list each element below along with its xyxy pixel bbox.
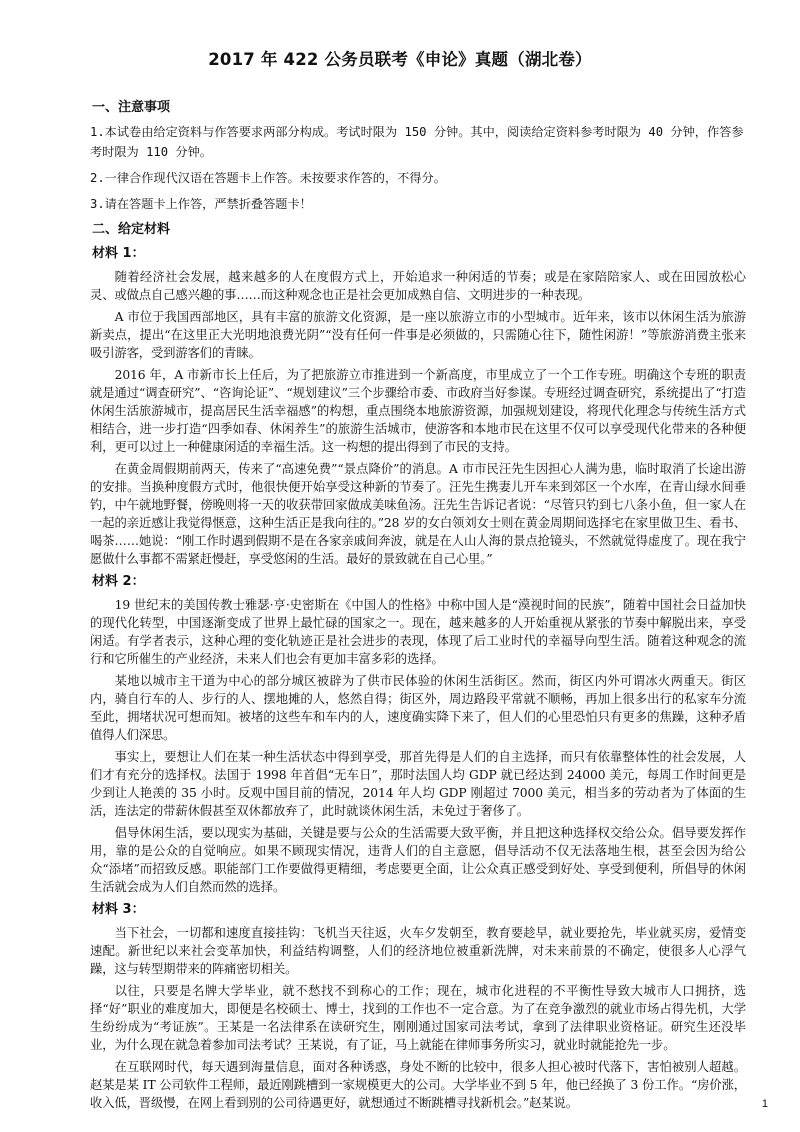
material-paragraph: A 市位于我国西部地区，具有丰富的旅游文化资源，是一座以旅游立市的小型城市。近年来，该市以休闲生活为旅游新卖点，提出“在这里正大光明地浪费光阴”“没有任何一件事是必须做的，只需随心往下，随性闲游！”等旅游消费主张来吸引游客，受到游客们的青睐。 xyxy=(90,310,746,360)
page-title: 2017 年 422 公务员联考《申论》真题（湖北卷） xyxy=(208,50,592,69)
material-paragraph: 某地以城市主干道为中心的部分城区被辟为了供市民体验的休闲生活街区。然而，街区内外可谓冰火两重天。街区内，骑自行车的人、步行的人、摆地摊的人，悠然自得；街区外，周边路段平常就不顺畅，再加上很多出行的私家车分流至此，拥堵状况可想而知。被堵的这些车和车内的人，速度确实降下来了，但人们的心里恐怕只有更多的焦躁，这种矛盾值得人们深思。 xyxy=(90,674,746,742)
note-item: 1.本试卷由给定资料与作答要求两部分构成。考试时限为 150 分钟。其中，阅读给定资料参考时限为 40 分钟，作答参考时限为 110 分钟。 xyxy=(90,125,744,159)
material-paragraph: 当下社会，一切都和速度直接挂钩：飞机当天往返，火车夕发朝至，教育要趁早，就业要抢先，毕业就买房，爱情变速配。新世纪以来社会变革加快，利益结构调整，人们的经济地位被重新洗牌，对未来前景的不确定，使很多人心浮气躁，这与转型期带来的阵痛密切相关。 xyxy=(90,926,746,976)
material-label: 材料 3： xyxy=(92,902,145,917)
material-paragraph: 随着经济社会发展，越来越多的人在度假方式上，开始追求一种闲适的节奏；或是在家陪陪家人、或在田园放松心灵、或做点自己感兴趣的事……而这种观念也正是社会更加成熟自信、文明进步的一种表现。 xyxy=(90,270,746,302)
material-paragraph: 2016 年，A 市新市长上任后，为了把旅游立市推进到一个新高度，市里成立了一个工作专班。明确这个专班的职责就是通过“调查研究”、“咨询论证”、“规划建议”三个步骤给市委、市政府当好参谋。专班经过调查研究，系统提出了“打造休闲生活旅游城市，提高居民生活幸福感”的构想，重点围绕本地旅游资源，加强规划建设，将现代化理念与传统生活方式相结合，进一步打造“四季如春、休闲养生”的旅游生活城市，使游客和本地市民在这里不仅可以享受现代化带来的各种便利，更可以过上一种健康闲适的幸福生活。这一构想的提出得到了市民的支持。 xyxy=(90,368,746,454)
document-body xyxy=(90,98,746,1116)
material-paragraph: 在互联网时代，每天遇到海量信息，面对各种诱惑，身处不断的比较中，很多人担心被时代落下，害怕被别人超越。赵某是某 IT 公司软件工程师，最近刚跳槽到一家规模更大的公司。大学毕业不到 5 年，他已经换了 3 份工作。“房价涨，收入低，晋级慢，在网上看到别的公司待遇更好，就想通过不断跳槽寻找新机会。”赵某说。 xyxy=(90,1060,746,1110)
section-heading-materials: 二、给定材料 xyxy=(92,222,171,237)
material-paragraph: 以往，只要是名牌大学毕业，就不愁找不到称心的工作；现在，城市化进程的不平衡性导致大城市人口拥挤，选择“好”职业的难度加大，即便是名校硕士、博士，找到的工作也不一定合意。为了在竞争激烈的就业市场占得先机，大学生纷纷成为“考证族”。王某是一名法律系在读研究生，刚刚通过国家司法考试，拿到了法律职业资格证。研究生还没毕业，为什么现在就急着参加司法考试？王某说，有了证，马上就能在律师事务所实习，就业时就能抢先一步。 xyxy=(90,984,746,1052)
page-number: 1 xyxy=(761,1098,768,1110)
material-label: 材料 1： xyxy=(92,246,145,261)
material-paragraph: 倡导休闲生活，要以现实为基础，关键是要与公众的生活需要大致平衡，并且把这种选择权交给公众。倡导要发挥作用，靠的是公众的自觉响应。如果不顾现实情况，违背人们的自主意愿，倡导活动不仅无法落地生根，甚至会因为给公众“添堵”而招致反感。职能部门工作要做得更精细，考虑要更全面，让公众真正感受到好处、享受到便利，所倡导的休闲生活就会成为人们自然而然的选择。 xyxy=(90,826,746,894)
material-paragraph: 19 世纪末的美国传教士雅瑟·亨·史密斯在《中国人的性格》中称中国人是“漠视时间的民族”，随着中国社会日益加快的现代化转型，中国逐渐变成了世界上最忙碌的国家之一。现在，越来越多的人开始重视从紧张的节奏中解脱出来，享受闲适。有学者表示，这种心理的变化轨迹正是社会进步的表现，体现了后工业时代的幸福导向型生活。随着这种观念的流行和它所催生的产业经济，未来人们也会有更加丰富多彩的选择。 xyxy=(90,598,746,666)
note-item: 2.一律合作现代汉语在答题卡上作答。未按要求作答的，不得分。 xyxy=(90,171,446,185)
material-label: 材料 2： xyxy=(92,574,145,589)
section-heading-notes: 一、注意事项 xyxy=(92,100,171,115)
material-paragraph: 在黄金周假期前两天，传来了“高速免费”“景点降价”的消息。A 市市民汪先生因担心人满为患，临时取消了长途出游的安排。当换种度假方式时，他很快便开始享受这种新的节奏了。汪先生携妻儿开车来到郊区一个水库，在青山绿水间垂钓，中午就地野餐，傍晚则将一天的收获带回家做成美味鱼汤。汪先生告诉记者说：“尽管只钓到七八条小鱼，但一家人在一起的亲近感让我觉得惬意，这种生活正是我向往的。”28 岁的女白领刘女士则在黄金周期间选择宅在家里做卫生、看书、喝茶……她说：“刚工作时遇到假期不是在各家亲戚间奔波，就是在人山人海的景点抢镜头，不然就觉得虚度了。现在我宁愿做什么事都不需紧赶慢赶，享受悠闲的生活。最好的景致就在自己心里。” xyxy=(90,462,746,566)
material-paragraph: 事实上，要想让人们在某一种生活状态中得到享受，那首先得是人们的自主选择，而只有依靠整体性的社会发展，人们才有充分的选择权。法国于 1998 年首倡“无车日”，那时法国人均 GDP 就已经达到 24000 美元，每周工作时间更是少到让人艳羡的 35 小时。反观中国目前的情况，2014 年人均 GDP 刚超过 7000 美元，相当多的劳动者为了体面的生活，连法定的带薪休假甚至双休都放弃了，此时就谈休闲生活，未免过于奢侈了。 xyxy=(90,750,746,818)
note-item: 3.请在答题卡上作答，严禁折叠答题卡！ xyxy=(90,197,312,211)
